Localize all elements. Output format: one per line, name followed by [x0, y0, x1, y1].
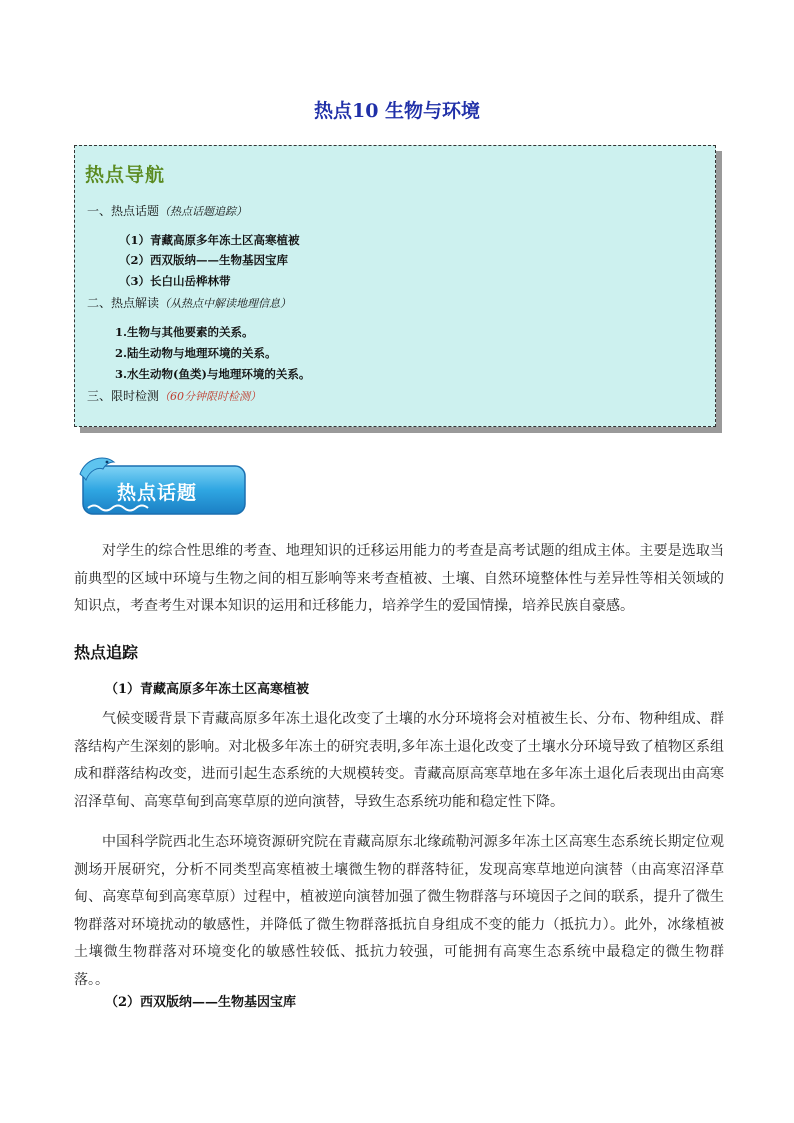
nav-section-interpretation	[87, 294, 291, 311]
nav-interpretation-item: 3.水生动物(鱼类)与地理环境的关系。	[115, 367, 311, 381]
tracking-heading: 热点追踪	[74, 643, 139, 662]
hotspot-nav-box	[74, 145, 716, 427]
page-title: 热点10 生物与环境	[313, 100, 481, 122]
nav-heading: 热点导航	[85, 164, 166, 186]
nav-section-label: 二、热点解读	[87, 296, 160, 310]
nav-topic-item: （2）西双版纳——生物基因宝库	[119, 253, 289, 267]
nav-section-label: 一、热点话题	[87, 204, 160, 218]
topic-paragraph: 中国科学院西北生态环境资源研究院在青藏高原东北缘疏勒河源多年冻土区高寒生态系统长期定位观测场开展研究，分析不同类型高寒植被土壤微生物的群落特征，发现高寒草地逆向演替（由高寒沼泽草甸、高寒草甸到高寒草原）过程中，植被逆向演替加强了微生物群落与环境因子之间的联系，提升了微生物群落对环境扰动的敏感性，并降低了微生物群落抵抗自身组成不变的能力（抵抗力）。此外，冰缘植被土壤微生物群落对环境变化的敏感性较低、抵抗力较强，可能拥有高寒生态系统中最稳定的微生物群落。。	[74, 834, 724, 988]
nav-section-test	[87, 387, 261, 404]
nav-section-hint: （热点话题追踪）	[159, 205, 248, 218]
topic-subheading: （2）西双版纳——生物基因宝库	[105, 995, 297, 1010]
nav-topic-item: （1）青藏高原多年冻土区高寒植被	[119, 233, 300, 247]
nav-interpretation-item: 2.陆生动物与地理环境的关系。	[115, 346, 277, 360]
banner-label: 热点话题	[117, 482, 198, 504]
nav-section-hint: （从热点中解读地理信息）	[159, 297, 292, 310]
nav-topic-item: （3）长白山岳桦林带	[119, 274, 231, 288]
topic-paragraph: 气候变暖背景下青藏高原多年冻土退化改变了土壤的水分环境将会对植被生长、分布、物种组成、群落结构产生深刻的影响。对北极多年冻土的研究表明,多年冻土退化改变了土壤水分环境导致了植物区系组成和群落结构改变，进而引起生态系统的大规模转变。青藏高原高寒草地在多年冻土退化后表现出由高寒沼泽草甸、高寒草甸到高寒草原的逆向演替，导致生态系统功能和稳定性下降。	[74, 711, 724, 810]
nav-section-hint: （60分钟限时检测）	[159, 390, 262, 403]
nav-section-topics	[87, 202, 247, 219]
nav-interpretation-item: 1.生物与其他要素的关系。	[115, 325, 254, 339]
intro-paragraph: 对学生的综合性思维的考查、地理知识的迁移运用能力的考查是高考试题的组成主体。主要是选取当前典型的区域中环境与生物之间的相互影响等来考查植被、土壤、自然环境整体性与差异性等相关领域的知识点，考查考生对课本知识的运用和迁移能力，培养学生的爱国情操，培养民族自豪感。	[74, 543, 724, 614]
nav-section-label: 三、限时检测	[87, 389, 160, 403]
topic-subheading: （1）青藏高原多年冻土区高寒植被	[105, 682, 310, 697]
